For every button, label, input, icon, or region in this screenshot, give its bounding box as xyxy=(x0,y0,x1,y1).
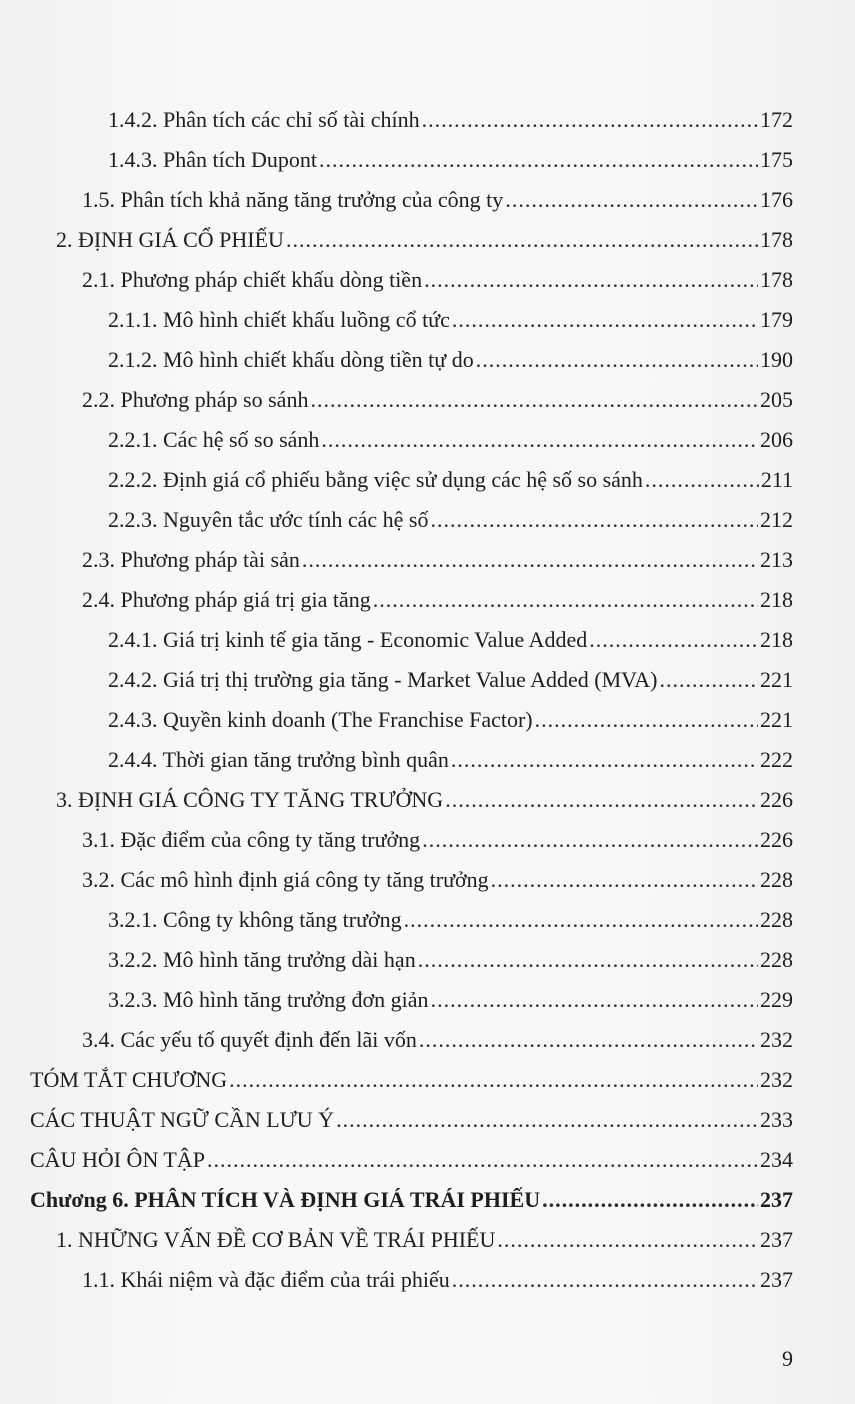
toc-entry xyxy=(82,580,793,620)
toc-entry-page: 190 xyxy=(760,347,793,372)
toc-entry-label: 1.4.3. Phân tích Dupont xyxy=(108,147,317,172)
toc-entry xyxy=(30,1100,793,1140)
toc-leader-dots xyxy=(321,420,758,460)
toc-leader-dots xyxy=(319,140,758,180)
toc-entry-page: 176 xyxy=(760,187,793,212)
toc-entry-page: 228 xyxy=(760,907,793,932)
toc-entry-page: 228 xyxy=(760,947,793,972)
toc-leader-dots xyxy=(419,1020,758,1060)
toc-entry-label: 1. NHỮNG VẤN ĐỀ CƠ BẢN VỀ TRÁI PHIẾU xyxy=(56,1227,496,1252)
toc-entry xyxy=(108,340,793,380)
toc-leader-dots xyxy=(424,260,758,300)
toc-leader-dots xyxy=(302,540,758,580)
toc-entry xyxy=(56,220,793,260)
toc-entry-page: 172 xyxy=(760,107,793,132)
toc-leader-dots xyxy=(404,900,758,940)
toc-entry-label: 1.1. Khái niệm và đặc điểm của trái phiếu xyxy=(82,1267,450,1292)
toc-entry-page: 226 xyxy=(760,787,793,812)
toc-entry-label: 2.1. Phương pháp chiết khấu dòng tiền xyxy=(82,267,423,292)
toc-entry xyxy=(56,1220,793,1260)
toc-entry-page: 211 xyxy=(760,467,793,492)
toc-entry-label: 2.4.1. Giá trị kinh tế gia tăng - Economic Value Added xyxy=(108,627,588,652)
toc-entry-page: 212 xyxy=(760,507,793,532)
page-number: 9 xyxy=(782,1346,793,1371)
toc-leader-dots xyxy=(491,860,758,900)
toc-leader-dots xyxy=(422,820,758,860)
toc-entry xyxy=(82,1020,793,1060)
toc-entry xyxy=(108,420,793,460)
toc-leader-dots xyxy=(476,340,758,380)
toc-entry-label: TÓM TẮT CHƯƠNG xyxy=(30,1067,228,1092)
toc-leader-dots xyxy=(286,220,758,260)
toc-entry-page: 221 xyxy=(760,667,793,692)
toc-entry-page: 234 xyxy=(760,1147,793,1172)
toc-entry xyxy=(108,980,793,1020)
toc-entry-page: 205 xyxy=(760,387,793,412)
toc-entry-page: 237 xyxy=(760,1187,793,1212)
toc-entry-page: 178 xyxy=(760,267,793,292)
toc-entry xyxy=(108,140,793,180)
toc-entry-label: Chương 6. PHÂN TÍCH VÀ ĐỊNH GIÁ TRÁI PHIẾU xyxy=(30,1187,541,1212)
toc-leader-dots xyxy=(431,980,758,1020)
toc-leader-dots xyxy=(659,660,758,700)
toc-entry-page: 233 xyxy=(760,1107,793,1132)
toc-entry-label: 2.2.1. Các hệ số so sánh xyxy=(108,427,320,452)
toc-entry-page: 178 xyxy=(760,227,793,252)
toc-entry-page: 222 xyxy=(760,747,793,772)
toc-entry-label: 2.4.2. Giá trị thị trường gia tăng - Market Value Added (MVA) xyxy=(108,667,658,692)
toc-leader-dots xyxy=(207,1140,758,1180)
toc-entry-label: 2.4.3. Quyền kinh doanh (The Franchise Factor) xyxy=(108,707,533,732)
toc-entry-label: 3.2. Các mô hình định giá công ty tăng trưởng xyxy=(82,867,489,892)
toc-entry-page: 213 xyxy=(760,547,793,572)
toc-entry-label: 2.1.1. Mô hình chiết khấu luồng cổ tức xyxy=(108,307,450,332)
toc-entry-page: 226 xyxy=(760,827,793,852)
toc-leader-dots xyxy=(373,580,758,620)
toc-leader-dots xyxy=(535,700,758,740)
toc-entry-label: 3. ĐỊNH GIÁ CÔNG TY TĂNG TRƯỞNG xyxy=(56,787,444,812)
toc-entry xyxy=(108,620,793,660)
toc-entry xyxy=(56,780,793,820)
toc-entry-page: 237 xyxy=(760,1267,793,1292)
toc-entry xyxy=(30,1180,793,1220)
toc-entry-page: 221 xyxy=(760,707,793,732)
toc-entry xyxy=(108,460,793,500)
toc-entry-label: 1.4.2. Phân tích các chỉ số tài chính xyxy=(108,107,420,132)
toc-leader-dots xyxy=(336,1100,758,1140)
toc-leader-dots xyxy=(451,740,758,780)
toc-entry xyxy=(108,900,793,940)
toc-entry-label: CÁC THUẬT NGỮ CẦN LƯU Ý xyxy=(30,1107,335,1132)
toc-entry-page: 218 xyxy=(760,627,793,652)
toc-entry xyxy=(108,500,793,540)
toc-entry-page: 218 xyxy=(760,587,793,612)
toc-entry-label: CÂU HỎI ÔN TẬP xyxy=(30,1147,205,1172)
toc-entry xyxy=(108,740,793,780)
toc-entry-label: 2.4.4. Thời gian tăng trưởng bình quân xyxy=(108,747,449,772)
toc-entry-label: 3.2.1. Công ty không tăng trưởng xyxy=(108,907,402,932)
toc-entry xyxy=(82,180,793,220)
toc-entry xyxy=(82,860,793,900)
toc-entry-label: 2.4. Phương pháp giá trị gia tăng xyxy=(82,587,371,612)
toc-entry xyxy=(82,380,793,420)
toc-leader-dots xyxy=(505,180,758,220)
toc-entry-page: 228 xyxy=(760,867,793,892)
toc-entry xyxy=(82,820,793,860)
toc-leader-dots xyxy=(430,500,758,540)
toc-leader-dots xyxy=(422,100,758,140)
toc-leader-dots xyxy=(418,940,758,980)
toc-entry-page: 206 xyxy=(760,427,793,452)
toc-entry-page: 179 xyxy=(760,307,793,332)
toc-entry-label: 2.2.2. Định giá cổ phiếu bằng việc sử dụng các hệ số so sánh xyxy=(108,467,643,492)
toc-entry-label: 1.5. Phân tích khả năng tăng trưởng của công ty xyxy=(82,187,504,212)
toc-entry xyxy=(82,540,793,580)
toc-entry-page: 175 xyxy=(760,147,793,172)
toc-entry-label: 3.2.2. Mô hình tăng trưởng dài hạn xyxy=(108,947,416,972)
toc-entry-page: 232 xyxy=(760,1067,793,1092)
toc-entry xyxy=(108,700,793,740)
toc-leader-dots xyxy=(445,780,758,820)
toc-entry xyxy=(30,1060,793,1100)
toc-leader-dots xyxy=(310,380,758,420)
toc-entry-page: 232 xyxy=(760,1027,793,1052)
toc-entry xyxy=(108,100,793,140)
toc-leader-dots xyxy=(589,620,758,660)
toc-entry-label: 3.1. Đặc điểm của công ty tăng trưởng xyxy=(82,827,421,852)
toc-leader-dots xyxy=(645,460,759,500)
toc-leader-dots xyxy=(229,1060,758,1100)
toc-leader-dots xyxy=(497,1220,758,1260)
toc-leader-dots xyxy=(452,300,758,340)
toc-entry xyxy=(108,940,793,980)
toc-entry xyxy=(82,260,793,300)
toc-entry-page: 237 xyxy=(760,1227,793,1252)
toc-entry xyxy=(108,300,793,340)
toc-entry-label: 2.1.2. Mô hình chiết khấu dòng tiền tự do xyxy=(108,347,474,372)
toc-entry-label: 2.3. Phương pháp tài sản xyxy=(82,547,300,572)
toc-entry xyxy=(82,1260,793,1300)
toc-entry xyxy=(108,660,793,700)
toc-entry xyxy=(30,1140,793,1180)
toc-leader-dots xyxy=(452,1260,758,1300)
toc-entry-label: 2.2. Phương pháp so sánh xyxy=(82,387,309,412)
toc-leader-dots xyxy=(542,1180,758,1220)
toc-entry-label: 3.2.3. Mô hình tăng trưởng đơn giản xyxy=(108,987,429,1012)
toc-entry-label: 2. ĐỊNH GIÁ CỔ PHIẾU xyxy=(56,227,284,252)
toc-entry-page: 229 xyxy=(760,987,793,1012)
toc-entry-label: 3.4. Các yếu tố quyết định đến lãi vốn xyxy=(82,1027,417,1052)
toc-entry-label: 2.2.3. Nguyên tắc ước tính các hệ số xyxy=(108,507,429,532)
